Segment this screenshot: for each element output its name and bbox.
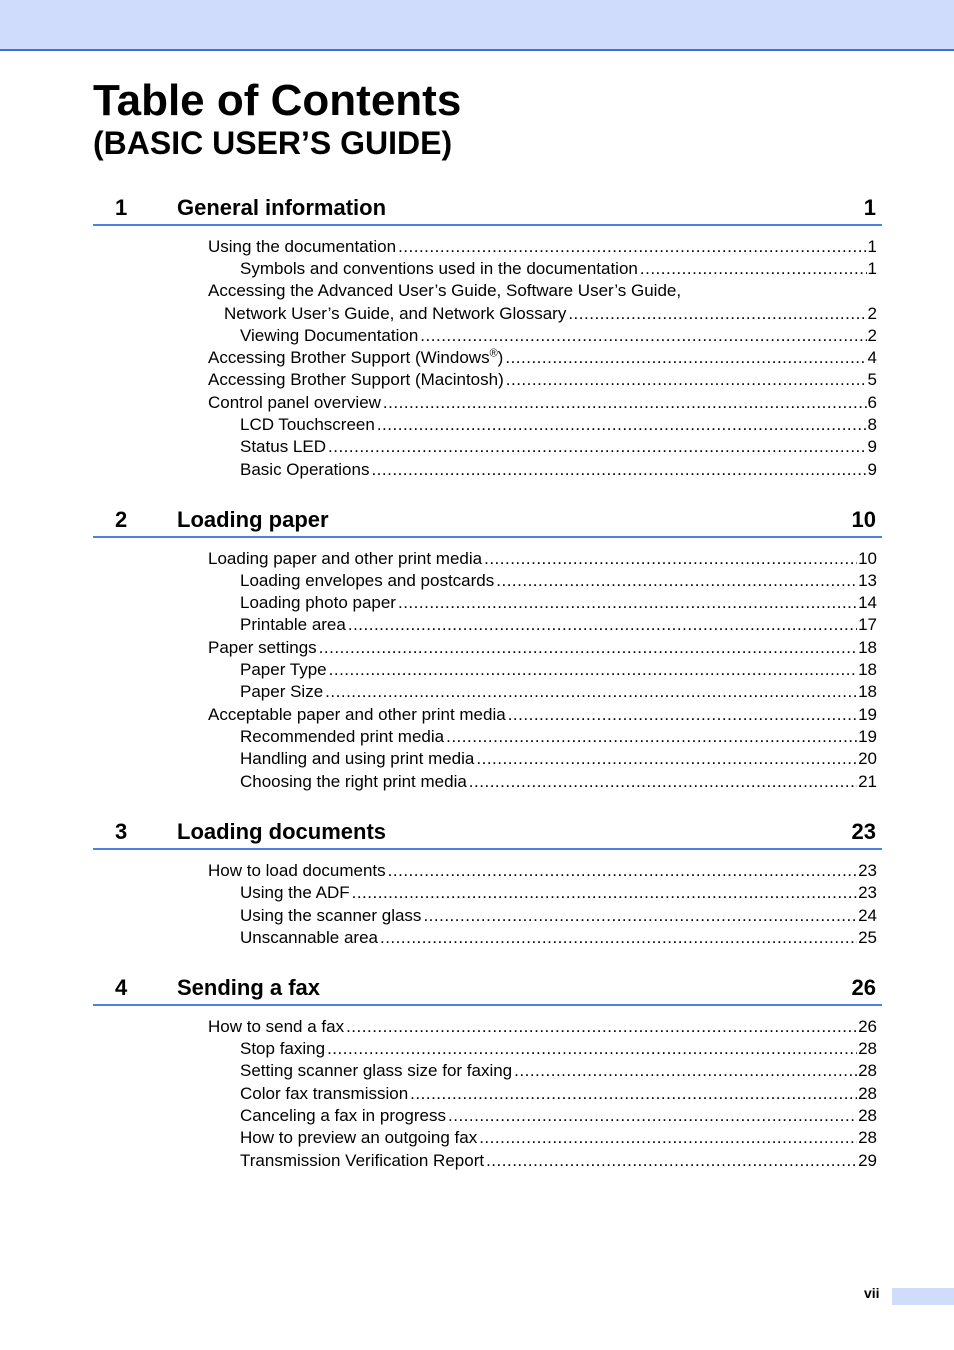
toc-entry[interactable]: Status LED ..... 9: [240, 436, 877, 458]
toc-entry[interactable]: Control panel overview ..... 6: [208, 392, 877, 414]
chapter-number: 1: [115, 195, 128, 220]
chapter-number: 3: [115, 819, 128, 844]
toc-entry[interactable]: Viewing Documentation ..... 2: [240, 325, 877, 347]
chapter-page: 10: [851, 507, 876, 532]
chapter-page: 26: [851, 975, 876, 1000]
toc-entry[interactable]: Handling and using print media ..... 20: [240, 748, 877, 770]
page-title: Table of Contents: [93, 76, 462, 125]
toc-entry[interactable]: Printable area ..... 17: [240, 614, 877, 636]
toc-entry[interactable]: How to send a fax ..... 26: [208, 1016, 877, 1038]
chapter-title: Loading documents: [177, 819, 386, 844]
toc-entry[interactable]: Canceling a fax in progress ..... 28: [240, 1105, 877, 1127]
chapter-heading[interactable]: [93, 974, 882, 1006]
toc-entry[interactable]: Accessing the Advanced User’s Guide, Software User’s Guide,: [208, 281, 682, 300]
chapter-title: Sending a fax: [177, 975, 321, 1000]
toc-entry[interactable]: Recommended print media ..... 19: [240, 726, 877, 748]
toc-entry[interactable]: How to load documents ..... 23: [208, 860, 877, 882]
toc-entry[interactable]: Color fax transmission ..... 28: [240, 1083, 877, 1105]
chapter-number: 4: [115, 975, 128, 1000]
toc-entry[interactable]: Network User’s Guide, and Network Glossary ..... 2: [224, 303, 877, 325]
toc-entry[interactable]: Stop faxing ..... 28: [240, 1038, 877, 1060]
chapter-heading[interactable]: [93, 818, 882, 850]
toc-entry[interactable]: Unscannable area ..... 25: [240, 927, 877, 949]
page-number: vii: [864, 1285, 880, 1301]
toc-entry[interactable]: Accessing Brother Support (Windows®) ..... 4: [208, 347, 877, 369]
toc-entry[interactable]: Paper settings ..... 18: [208, 637, 877, 659]
header-band: [0, 0, 954, 51]
toc-entry[interactable]: Accessing Brother Support (Macintosh) ..... 5: [208, 369, 877, 391]
toc-entry[interactable]: Loading paper and other print media ..... 10: [208, 548, 877, 570]
toc-entry[interactable]: Choosing the right print media ..... 21: [240, 771, 877, 793]
toc-entry[interactable]: Acceptable paper and other print media ..... 19: [208, 704, 877, 726]
toc-entry[interactable]: Using the documentation ..... 1: [208, 236, 877, 258]
toc-entry[interactable]: How to preview an outgoing fax ..... 28: [240, 1127, 877, 1149]
chapter-page: 1: [863, 195, 876, 220]
toc-entry[interactable]: Setting scanner glass size for faxing ..... 28: [240, 1060, 877, 1082]
chapter-heading[interactable]: [93, 506, 882, 538]
chapter-title: General information: [177, 195, 387, 220]
toc-entry[interactable]: Transmission Verification Report ..... 29: [240, 1150, 877, 1172]
toc-entry[interactable]: Paper Type ..... 18: [240, 659, 877, 681]
toc-entry[interactable]: Using the scanner glass ..... 24: [240, 905, 877, 927]
toc-entry[interactable]: Using the ADF ..... 23: [240, 882, 877, 904]
toc-entry[interactable]: Loading envelopes and postcards ..... 13: [240, 570, 877, 592]
chapter-number: 2: [115, 507, 128, 532]
toc-entry[interactable]: Paper Size ..... 18: [240, 681, 877, 703]
chapter-page: 23: [851, 819, 876, 844]
page-subtitle: (BASIC USER’S GUIDE): [93, 125, 453, 161]
toc-entry[interactable]: Symbols and conventions used in the documentation ..... 1: [240, 258, 877, 280]
toc-entry[interactable]: Loading photo paper ..... 14: [240, 592, 877, 614]
footer-tab: [892, 1288, 954, 1305]
toc-entry[interactable]: Basic Operations ..... 9: [240, 459, 877, 481]
chapter-heading[interactable]: [93, 194, 882, 226]
chapter-title: Loading paper: [177, 507, 329, 532]
toc-entry[interactable]: LCD Touchscreen ..... 8: [240, 414, 877, 436]
